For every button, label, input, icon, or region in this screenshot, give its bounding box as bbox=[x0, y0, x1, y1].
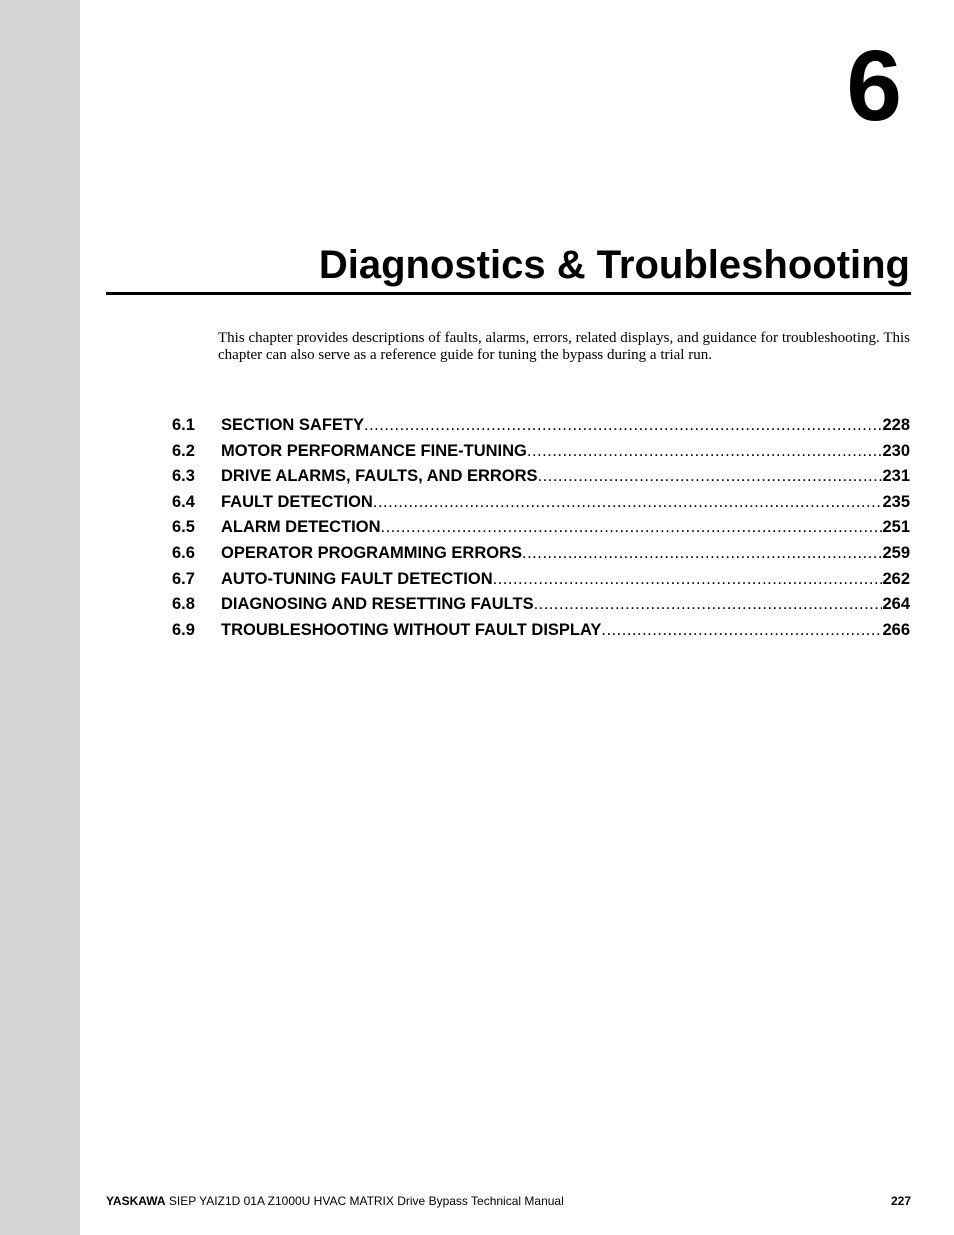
toc-entry-page: 259 bbox=[882, 543, 910, 562]
toc-entry-title: DIAGNOSING AND RESETTING FAULTS bbox=[221, 595, 534, 614]
toc-entry-title: AUTO-TUNING FAULT DETECTION bbox=[221, 569, 493, 588]
toc-entry-6-8[interactable] bbox=[172, 595, 910, 621]
chapter-intro: This chapter provides descriptions of faults, alarms, errors, related displays, and guidance for troubleshooting. This chapter can also serve as a reference guide for tuning the bypass during a trial run. bbox=[218, 330, 910, 363]
toc-entry-number: 6.9 bbox=[172, 620, 195, 639]
toc-entry-6-9[interactable] bbox=[172, 621, 910, 647]
chapter-number: 6 bbox=[846, 30, 902, 142]
toc-entry-page: 228 bbox=[882, 416, 910, 434]
toc-entry-number: 6.2 bbox=[172, 441, 195, 460]
toc-entry-page: 264 bbox=[882, 595, 910, 614]
toc-leader-dots bbox=[364, 416, 882, 435]
toc-entry-title: TROUBLESHOOTING WITHOUT FAULT DISPLAY bbox=[221, 620, 602, 639]
toc-entry-6-2[interactable] bbox=[172, 442, 910, 468]
footer-manual-title bbox=[106, 1194, 564, 1208]
toc-entry-title: FAULT DETECTION bbox=[221, 492, 373, 511]
toc-entry-6-1[interactable] bbox=[172, 416, 910, 442]
footer-manual-name: SIEP YAIZ1D 01A Z1000U HVAC MATRIX Drive Bypass Technical Manual bbox=[168, 1194, 564, 1208]
toc-entry-title: SECTION SAFETY bbox=[221, 416, 365, 434]
footer-brand: YASKAWA bbox=[106, 1194, 166, 1208]
toc-entry-page: 230 bbox=[882, 441, 910, 460]
toc-entry-page: 231 bbox=[882, 467, 910, 486]
toc-entry-page: 235 bbox=[882, 492, 910, 511]
toc-entry-page: 251 bbox=[882, 518, 910, 537]
toc-entry-page: 262 bbox=[882, 569, 910, 588]
toc-entry-6-3[interactable] bbox=[172, 467, 910, 493]
toc-entry-number: 6.8 bbox=[172, 595, 195, 614]
page-footer bbox=[106, 1194, 911, 1208]
toc-entry-title: OPERATOR PROGRAMMING ERRORS bbox=[221, 543, 522, 562]
toc-leader-dots bbox=[381, 518, 883, 537]
toc-leader-dots bbox=[538, 467, 883, 486]
toc-leader-dots bbox=[527, 442, 883, 461]
toc-entry-6-5[interactable] bbox=[172, 518, 910, 544]
toc-entry-number: 6.4 bbox=[172, 492, 195, 511]
toc-entry-6-7[interactable] bbox=[172, 570, 910, 596]
toc-entry-number: 6.3 bbox=[172, 467, 195, 486]
toc-entry-title: ALARM DETECTION bbox=[221, 518, 381, 537]
chapter-title: Diagnostics & Troubleshooting bbox=[318, 243, 910, 287]
toc-leader-dots bbox=[601, 621, 882, 640]
table-of-contents bbox=[172, 416, 910, 646]
toc-entry-title: DRIVE ALARMS, FAULTS, AND ERRORS bbox=[221, 467, 538, 486]
toc-entry-6-4[interactable] bbox=[172, 493, 910, 519]
toc-entry-number: 6.5 bbox=[172, 518, 195, 537]
toc-entry-page: 266 bbox=[882, 620, 910, 639]
side-band bbox=[0, 0, 80, 1235]
toc-entry-number: 6.1 bbox=[172, 416, 195, 434]
title-rule bbox=[106, 292, 911, 295]
toc-leader-dots bbox=[493, 570, 883, 589]
toc-entry-title: MOTOR PERFORMANCE FINE-TUNING bbox=[221, 441, 527, 460]
footer-page-number: 227 bbox=[890, 1194, 911, 1208]
toc-entry-number: 6.7 bbox=[172, 569, 195, 588]
toc-leader-dots bbox=[373, 493, 883, 512]
toc-leader-dots bbox=[534, 595, 883, 614]
toc-entry-6-6[interactable] bbox=[172, 544, 910, 570]
toc-entry-number: 6.6 bbox=[172, 543, 195, 562]
toc-leader-dots bbox=[522, 544, 882, 563]
